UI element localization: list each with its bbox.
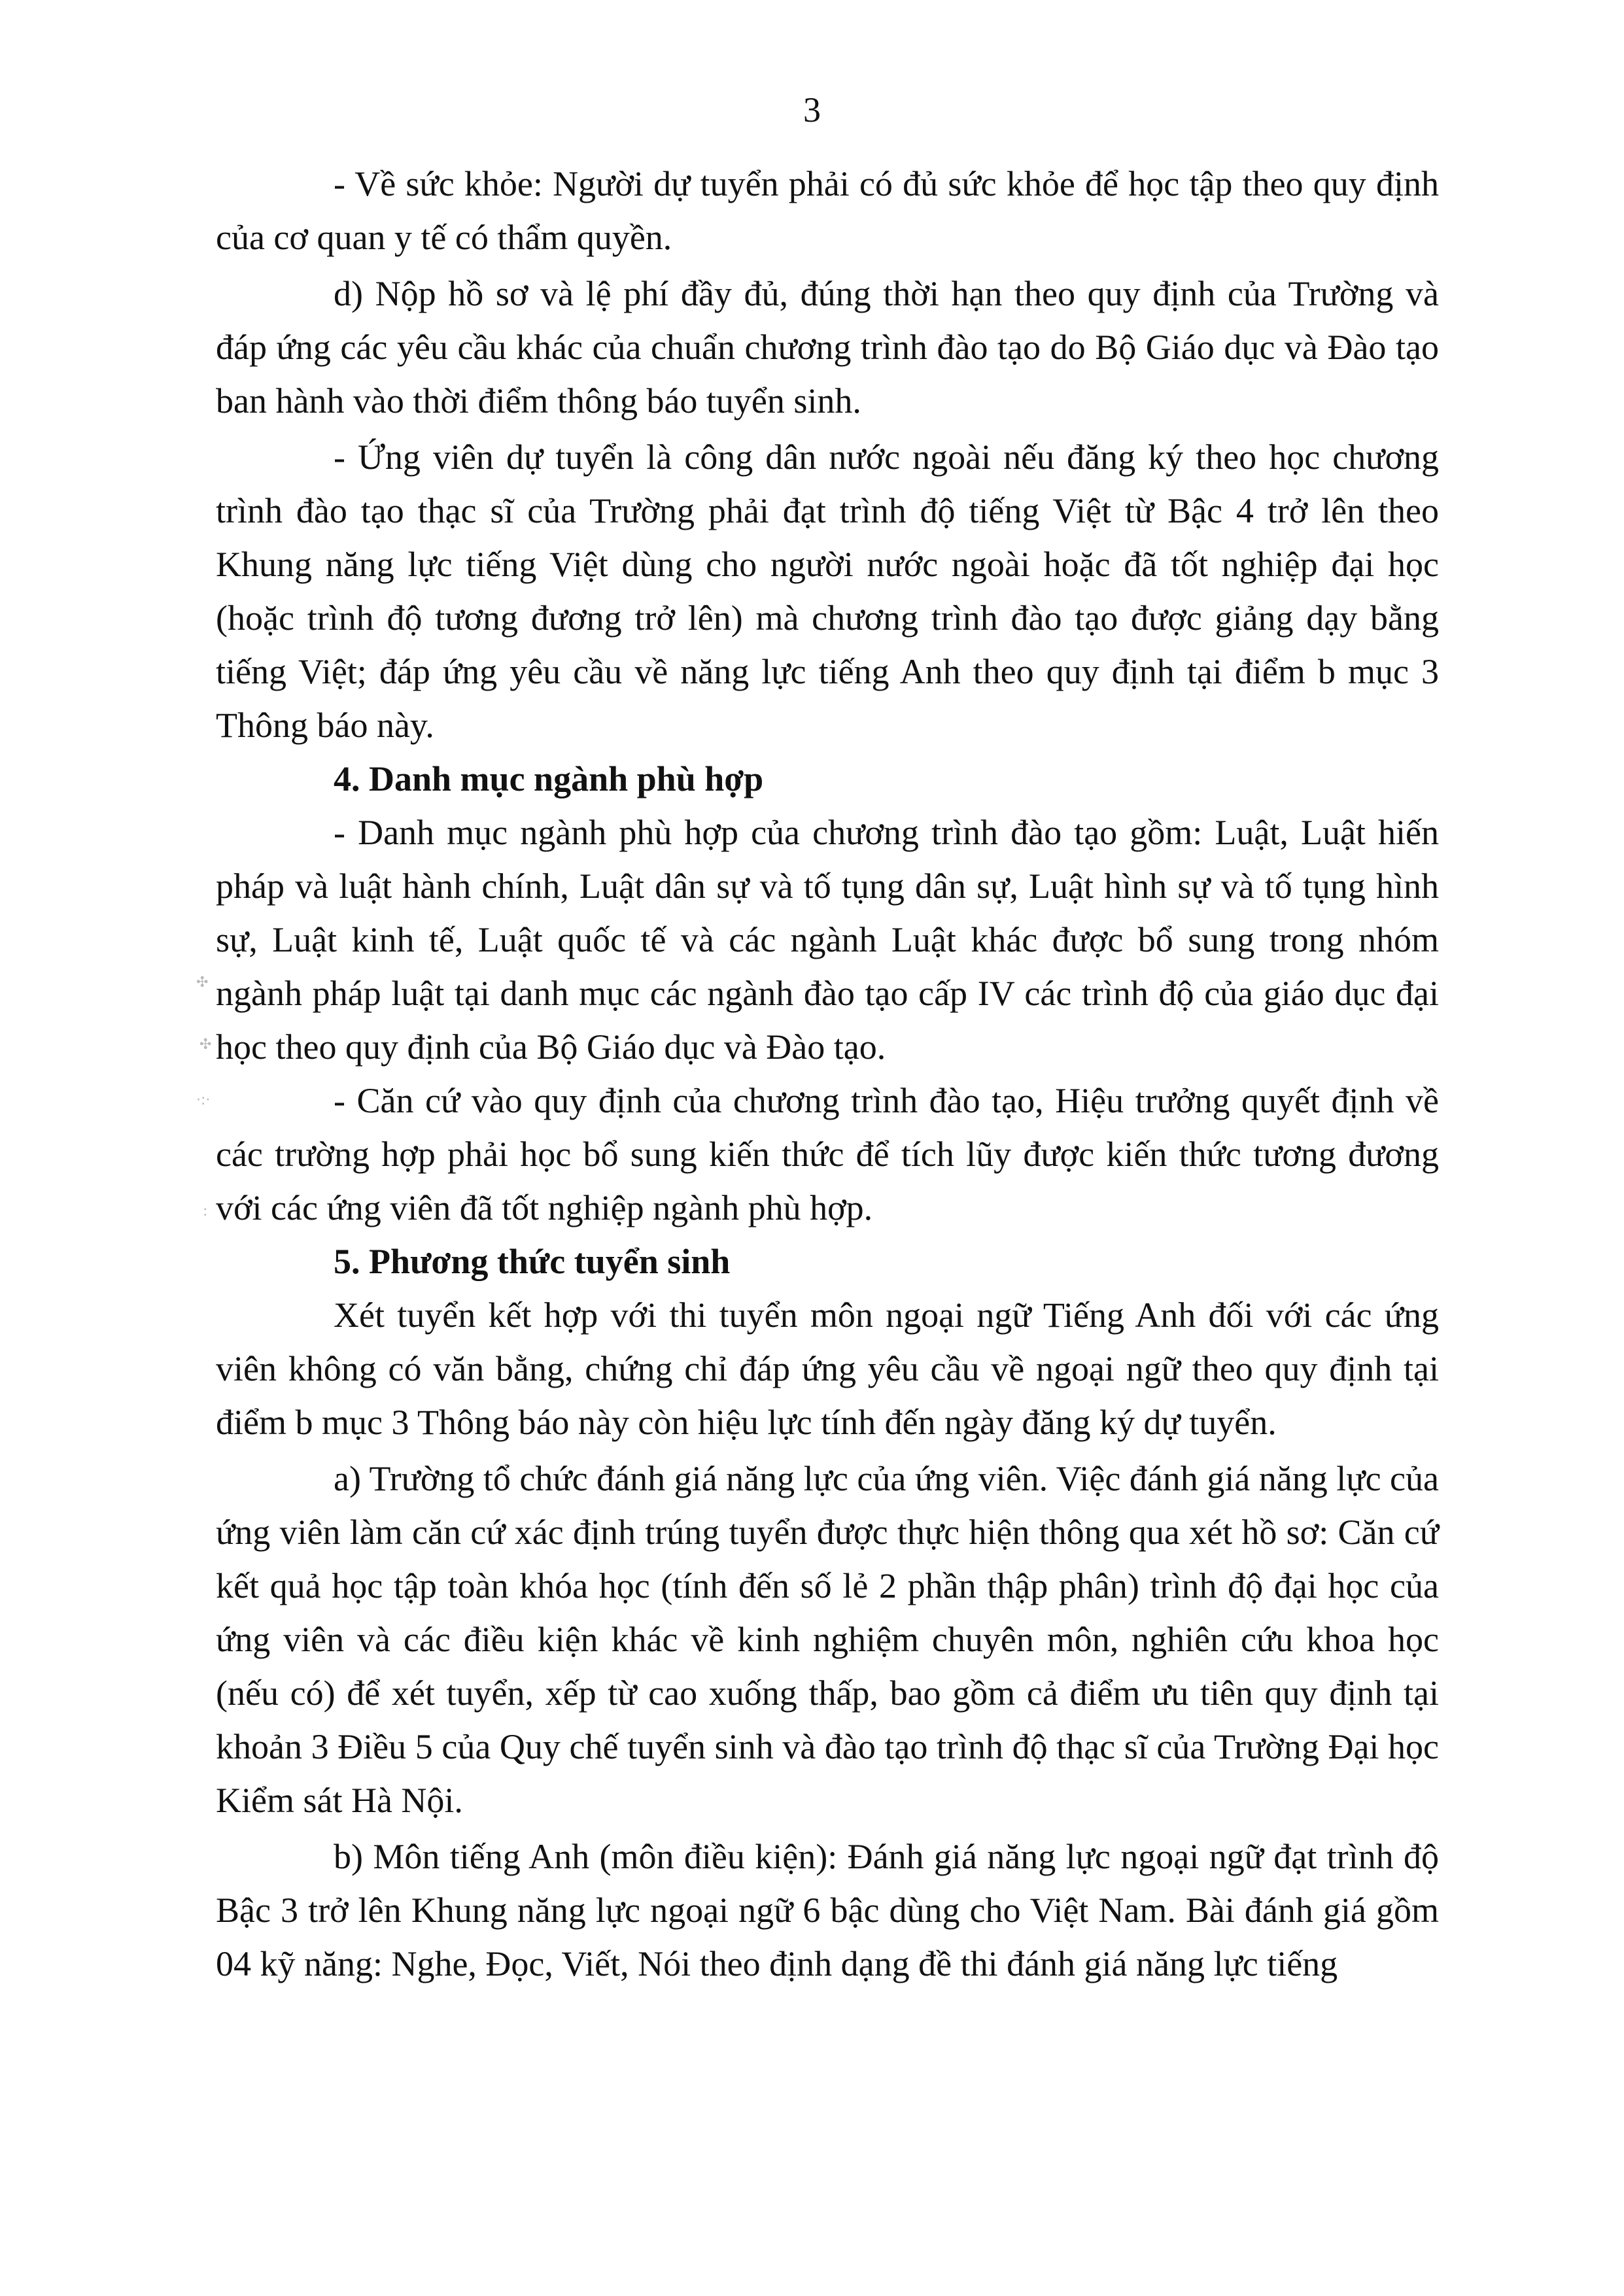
paragraph-application-fees: d) Nộp hồ sơ và lệ phí đầy đủ, đúng thời hạn theo quy định của Trường và đáp ứng các yêu cầu khác của chuẩn chương trình đào tạo do Bộ Giáo dục và Đào tạo ban hành vào thời điểm thông báo tuyển sinh.	[216, 274, 1439, 420]
paragraph-majors-list: - Danh mục ngành phù hợp của chương trình đào tạo gồm: Luật, Luật hiến pháp và luật hành chính, Luật dân sự và tố tụng dân sự, Luật hình sự và tố tụng hình sự, Luật kinh tế, Luật quốc tế và các ngành Luật khác được bổ sung trong nhóm ngành pháp luật tại danh mục các ngành đào tạo cấp IV các trình độ của giáo dục đại học theo quy định của Bộ Giáo dục và Đào tạo.	[216, 813, 1439, 1067]
scan-speck: ✣	[196, 974, 209, 991]
paragraph-english-subject: b) Môn tiếng Anh (môn điều kiện): Đánh giá năng lực ngoại ngữ đạt trình độ Bậc 3 trở lên Khung năng lực ngoại ngữ 6 bậc dùng cho Việt Nam. Bài đánh giá gồm 04 kỹ năng: Nghe, Đọc, Viết, Nói theo định dạng đề thi đánh giá năng lực tiếng	[216, 1837, 1439, 1983]
paragraph-admission-method: Xét tuyển kết hợp với thi tuyển môn ngoại ngữ Tiếng Anh đối với các ứng viên không có văn bằng, chứng chỉ đáp ứng yêu cầu về ngoại ngữ theo quy định tại điểm b mục 3 Thông báo này còn hiệu lực tính đến ngày đăng ký dự tuyển.	[216, 1295, 1439, 1442]
scan-speck: ·:·	[196, 1092, 211, 1108]
page-number: 3	[803, 90, 821, 129]
scan-speck: ✣	[199, 1037, 212, 1053]
section-heading-admission-method: 5. Phương thức tuyển sinh	[334, 1242, 731, 1281]
scan-speck: :	[203, 1203, 208, 1220]
document-body	[216, 157, 1439, 1991]
section-heading-relevant-majors: 4. Danh mục ngành phù hợp	[334, 759, 764, 798]
paragraph-health-requirement: - Về sức khỏe: Người dự tuyển phải có đủ sức khỏe để học tập theo quy định của cơ quan y tế có thẩm quyền.	[216, 164, 1439, 257]
paragraph-capacity-assessment: a) Trường tổ chức đánh giá năng lực của ứng viên. Việc đánh giá năng lực của ứng viên làm căn cứ xác định trúng tuyển được thực hiện thông qua xét hồ sơ: Căn cứ kết quả học tập toàn khóa học (tính đến số lẻ 2 phần thập phân) trình độ đại học của ứng viên và các điều kiện khác về kinh nghiệm chuyên môn, nghiên cứu khoa học (nếu có) để xét tuyển, xếp từ cao xuống thấp, bao gồm cả điểm ưu tiên quy định tại khoản 3 Điều 5 của Quy chế tuyển sinh và đào tạo trình độ thạc sĩ của Trường Đại học Kiểm sát Hà Nội.	[216, 1459, 1439, 1820]
paragraph-foreign-applicants: - Ứng viên dự tuyển là công dân nước ngoài nếu đăng ký theo học chương trình đào tạo thạc sĩ của Trường phải đạt trình độ tiếng Việt từ Bậc 4 trở lên theo Khung năng lực tiếng Việt dùng cho người nước ngoài hoặc đã tốt nghiệp đại học (hoặc trình độ tương đương trở lên) mà chương trình đào tạo được giảng dạy bằng tiếng Việt; đáp ứng yêu cầu về năng lực tiếng Anh theo quy định tại điểm b mục 3 Thông báo này.	[216, 437, 1439, 745]
paragraph-supplementary-knowledge: - Căn cứ vào quy định của chương trình đào tạo, Hiệu trưởng quyết định về các trường hợp phải học bổ sung kiến thức để tích lũy được kiến thức tương đương với các ứng viên đã tốt nghiệp ngành phù hợp.	[216, 1081, 1439, 1227]
